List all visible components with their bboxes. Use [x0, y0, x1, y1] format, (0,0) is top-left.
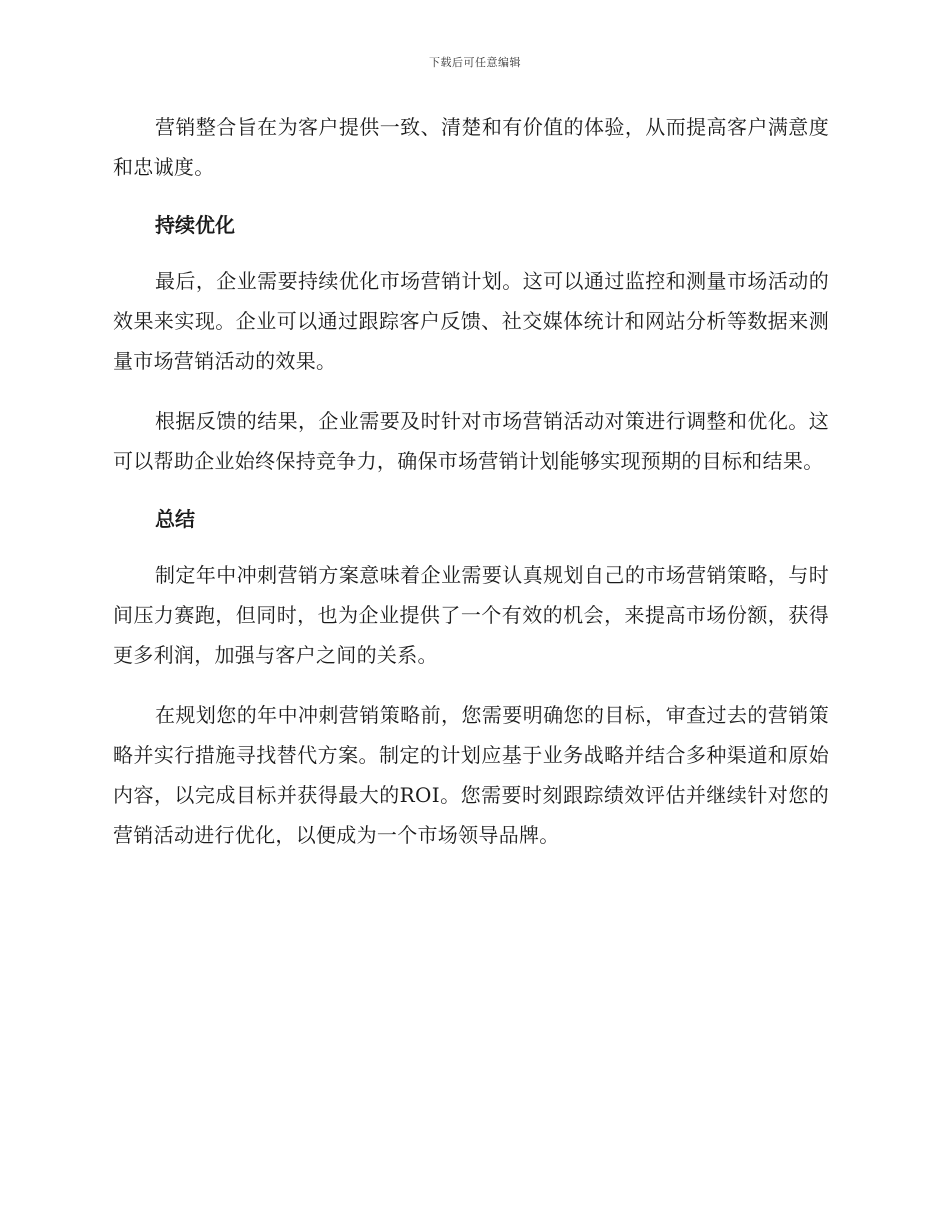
section-heading-continuous-optimization: 持续优化 [155, 213, 235, 237]
paragraph-summary-planning: 制定年中冲刺营销方案意味着企业需要认真规划自己的市场营销策略，与时间压力赛跑，但同时，也为企业提供了一个有效的机会，来提高市场份额，获得更多利润，加强与客户之间的关系。 [113, 563, 829, 667]
paragraph-integration-summary: 营销整合旨在为客户提供一致、清楚和有价值的体验，从而提高客户满意度和忠诚度。 [113, 115, 829, 179]
paragraph-optimization-measurement: 最后，企业需要持续优化市场营销计划。这可以通过监控和测量市场活动的效果来实现。企业可以通过跟踪客户反馈、社交媒体统计和网站分析等数据来测量市场营销活动的效果。 [113, 269, 829, 373]
section-heading-summary: 总结 [155, 507, 195, 531]
document-body [113, 107, 829, 875]
paragraph-feedback-adjustment: 根据反馈的结果，企业需要及时针对市场营销活动对策进行调整和优化。这可以帮助企业始终保持竞争力，确保市场营销计划能够实现预期的目标和结果。 [113, 409, 829, 473]
page-header: 下载后可任意编辑 [429, 56, 521, 69]
paragraph-summary-strategy: 在规划您的年中冲刺营销策略前，您需要明确您的目标，审查过去的营销策略并实行措施寻找替代方案。制定的计划应基于业务战略并结合多种渠道和原始内容，以完成目标并获得最大的ROI。您需要时刻跟踪绩效评估并继续针对您的营销活动进行优化，以便成为一个市场领导品牌。 [113, 703, 829, 847]
